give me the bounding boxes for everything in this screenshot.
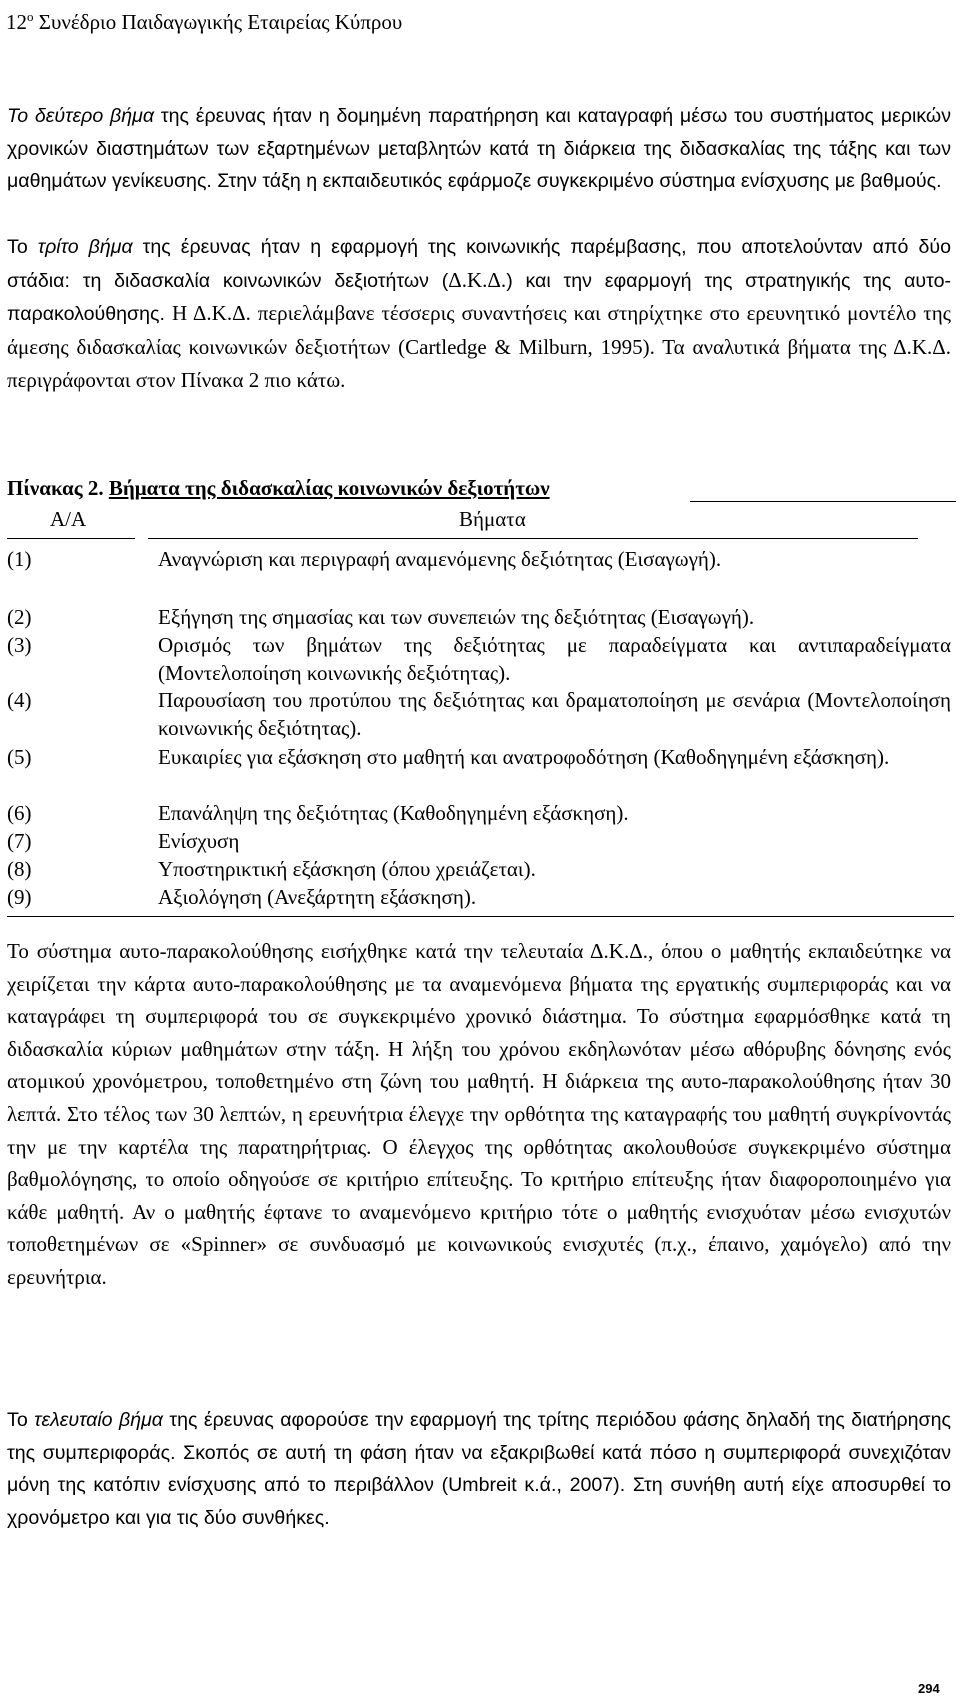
row-number: (4) <box>7 688 32 712</box>
table-caption <box>7 476 550 501</box>
table-header-rule-right <box>148 538 918 539</box>
row-text: Εξήγηση της σημασίας και των συνεπειών της δεξιότητας (Εισαγωγή). <box>158 605 755 629</box>
paragraph-second-step <box>7 100 951 198</box>
row-number: (7) <box>7 829 32 853</box>
row-number: (8) <box>7 857 32 881</box>
row-text: Αναγνώριση και περιγραφή αναμενόμενης δεξιότητας (Εισαγωγή). <box>158 547 722 571</box>
row-number: (9) <box>7 885 32 909</box>
table-label: Πίνακας 2. <box>7 476 104 500</box>
row-text: Ορισμός των βημάτων της δεξιότητας με παραδείγματα και αντιπαραδείγματα (Μοντελοποίηση κοινωνικής δεξιότητας). <box>158 633 951 685</box>
table-caption-text: Βήματα της διδασκαλίας κοινωνικών δεξιοτήτων <box>108 476 550 500</box>
page-header <box>6 4 402 35</box>
row-text: Υποστηρικτική εξάσκηση (όπου χρειάζεται). <box>158 857 536 881</box>
header-superscript: ο <box>27 9 34 24</box>
header-number: 12 <box>6 10 27 34</box>
row-number: (2) <box>7 605 32 629</box>
last-step-text: της έρευνας αφορούσε την εφαρμογή της τρίτης περιόδου φάσης δηλαδή της διατήρησης της συμπεριφοράς. Σκοπός σε αυτή τη φάση ήταν να εξακριβωθεί κατά πόσο η συμπεριφορά συνεχιζόταν μόνη της κατόπιν ενίσχυσης από το περιβάλλον (Umbreit κ.ά., 2007). Στη συνήθη αυτή είχε αποσυρθεί το χρονόμετρο και για τις δύο συνθήκες. <box>7 1409 951 1529</box>
third-step-text-1: της έρευνας ήταν η εφαρμογή της κοινωνικής παρέμβασης, που αποτελούνταν από δύο στάδια: τη διδασκαλία κοινωνικών δεξιοτήτων ( <box>7 236 951 292</box>
second-step-text: της έρευνας ήταν η δομημένη παρατήρηση και καταγραφή μέσω του συστήματος μερικών χρονικών διαστημάτων των εξαρτημένων μεταβλητών κατά τη διάρκεια της διδασκαλίας της τάξης και των μαθημάτων γενίκευσης. Στην τάξη η εκπαιδευτικός εφάρμοζε συγκεκριμένο σύστημα ενίσχυσης με βαθμούς. <box>7 105 951 193</box>
last-step-start: Το <box>7 1409 35 1431</box>
row-text: Παρουσίαση του προτύπου της δεξιότητας και δραματοποίηση με σενάρια (Μοντελοποίηση κοινωνικής δεξιότητας). <box>158 688 951 740</box>
row-text: Επανάληψη της δεξιότητας (Καθοδηγημένη εξάσκηση). <box>158 801 629 825</box>
row-text: Ενίσχυση <box>158 829 240 853</box>
row-text: Ευκαιρίες για εξάσκηση στο μαθητή και ανατροφοδότηση (Καθοδηγημένη εξάσκηση). <box>158 745 890 769</box>
page-number: 294 <box>918 1681 940 1696</box>
column-header-steps: Βήματα <box>459 507 526 531</box>
row-number: (5) <box>7 745 32 769</box>
paragraph-last-step <box>7 1404 951 1534</box>
table-header-rule-left <box>7 538 135 539</box>
column-header-number: Α/Α <box>50 507 87 531</box>
third-step-italic: τρίτο βήμα <box>37 236 133 258</box>
row-text: Αξιολόγηση (Ανεξάρτητη εξάσκηση). <box>158 885 477 909</box>
row-number: (6) <box>7 801 32 825</box>
table-bottom-rule <box>7 916 954 917</box>
paragraph-third-step <box>7 231 951 398</box>
row-number: (3) <box>7 633 32 657</box>
table-top-rule <box>690 501 956 502</box>
third-step-serif-text: Η Δ.Κ.Δ. περιελάμβανε τέσσερις συναντήσεις και στηρίχτηκε στο ερευνητικό μοντέλο της άμεσης διδασκαλίας κοινωνικών δεξιοτήτων (Cartledge & Milburn, 1995). Τα αναλυτικά βήματα της Δ.Κ.Δ. περιγράφονται στον Πίνακα 2 πιο κάτω. <box>7 301 951 393</box>
third-step-abbr: Δ.Κ.Δ. <box>448 267 507 292</box>
paragraph-self-monitoring: Το σύστημα αυτο-παρακολούθησης εισήχθηκε κατά την τελευταία Δ.Κ.Δ., όπου ο μαθητής εκπαιδεύτηκε να χειρίζεται την κάρτα αυτο-παρακολούθησης με τα αναμενόμενα βήματα της εργατικής συμπεριφοράς και να καταγράφει τη συμπεριφορά του σε συγκεκριμένο χρονικό διάστημα. Το σύστημα εφαρμόσθηκε κατά τη διδασκαλία κύριων μαθημάτων στην τάξη. Η λήξη του χρόνου εκδηλωνόταν μέσω αθόρυβης δόνησης ενός ατομικού χρονόμετρου, τοποθετημένο στη ζώνη του μαθητή. Η διάρκεια της αυτο-παρακολούθησης ήταν 30 λεπτά. Στο τέλος των 30 λεπτών, η ερευνήτρια έλεγχε την ορθότητα της καταγραφής του μαθητή συγκρίνοντάς την με την καρτέλα της παρατηρήτριας. Ο έλεγχος της ορθότητας ακολουθούσε συγκεκριμένο σύστημα βαθμολόγησης, το οποίο οδηγούσε σε κριτήριο επίτευξης. Το κριτήριο επίτευξης ήταν διαφοροποιημένο για κάθε μαθητή. Αν ο μαθητής έφτανε το αναμενόμενο κριτήριο τότε ο μαθητής ενισχυόταν μέσω ενισχυτών τοποθετημένων σε «Spinner» σε συνδυασμό με κοινωνικούς ενισχυτές (π.χ., έπαινο, χαμόγελο) από την ερευνήτρια. <box>7 939 951 1289</box>
second-step-italic: Το δεύτερο βήμα <box>7 105 155 127</box>
header-title: Συνέδριο Παιδαγωγικής Εταιρείας Κύπρου <box>33 10 403 34</box>
row-number: (1) <box>7 547 32 571</box>
last-step-italic: τελευταίο βήμα <box>34 1409 163 1431</box>
third-step-start: Το <box>7 236 38 258</box>
third-step-text-2: ) και την εφαρμογή της στρατηγικής της αυτο-παρακολούθησης. <box>7 269 951 326</box>
